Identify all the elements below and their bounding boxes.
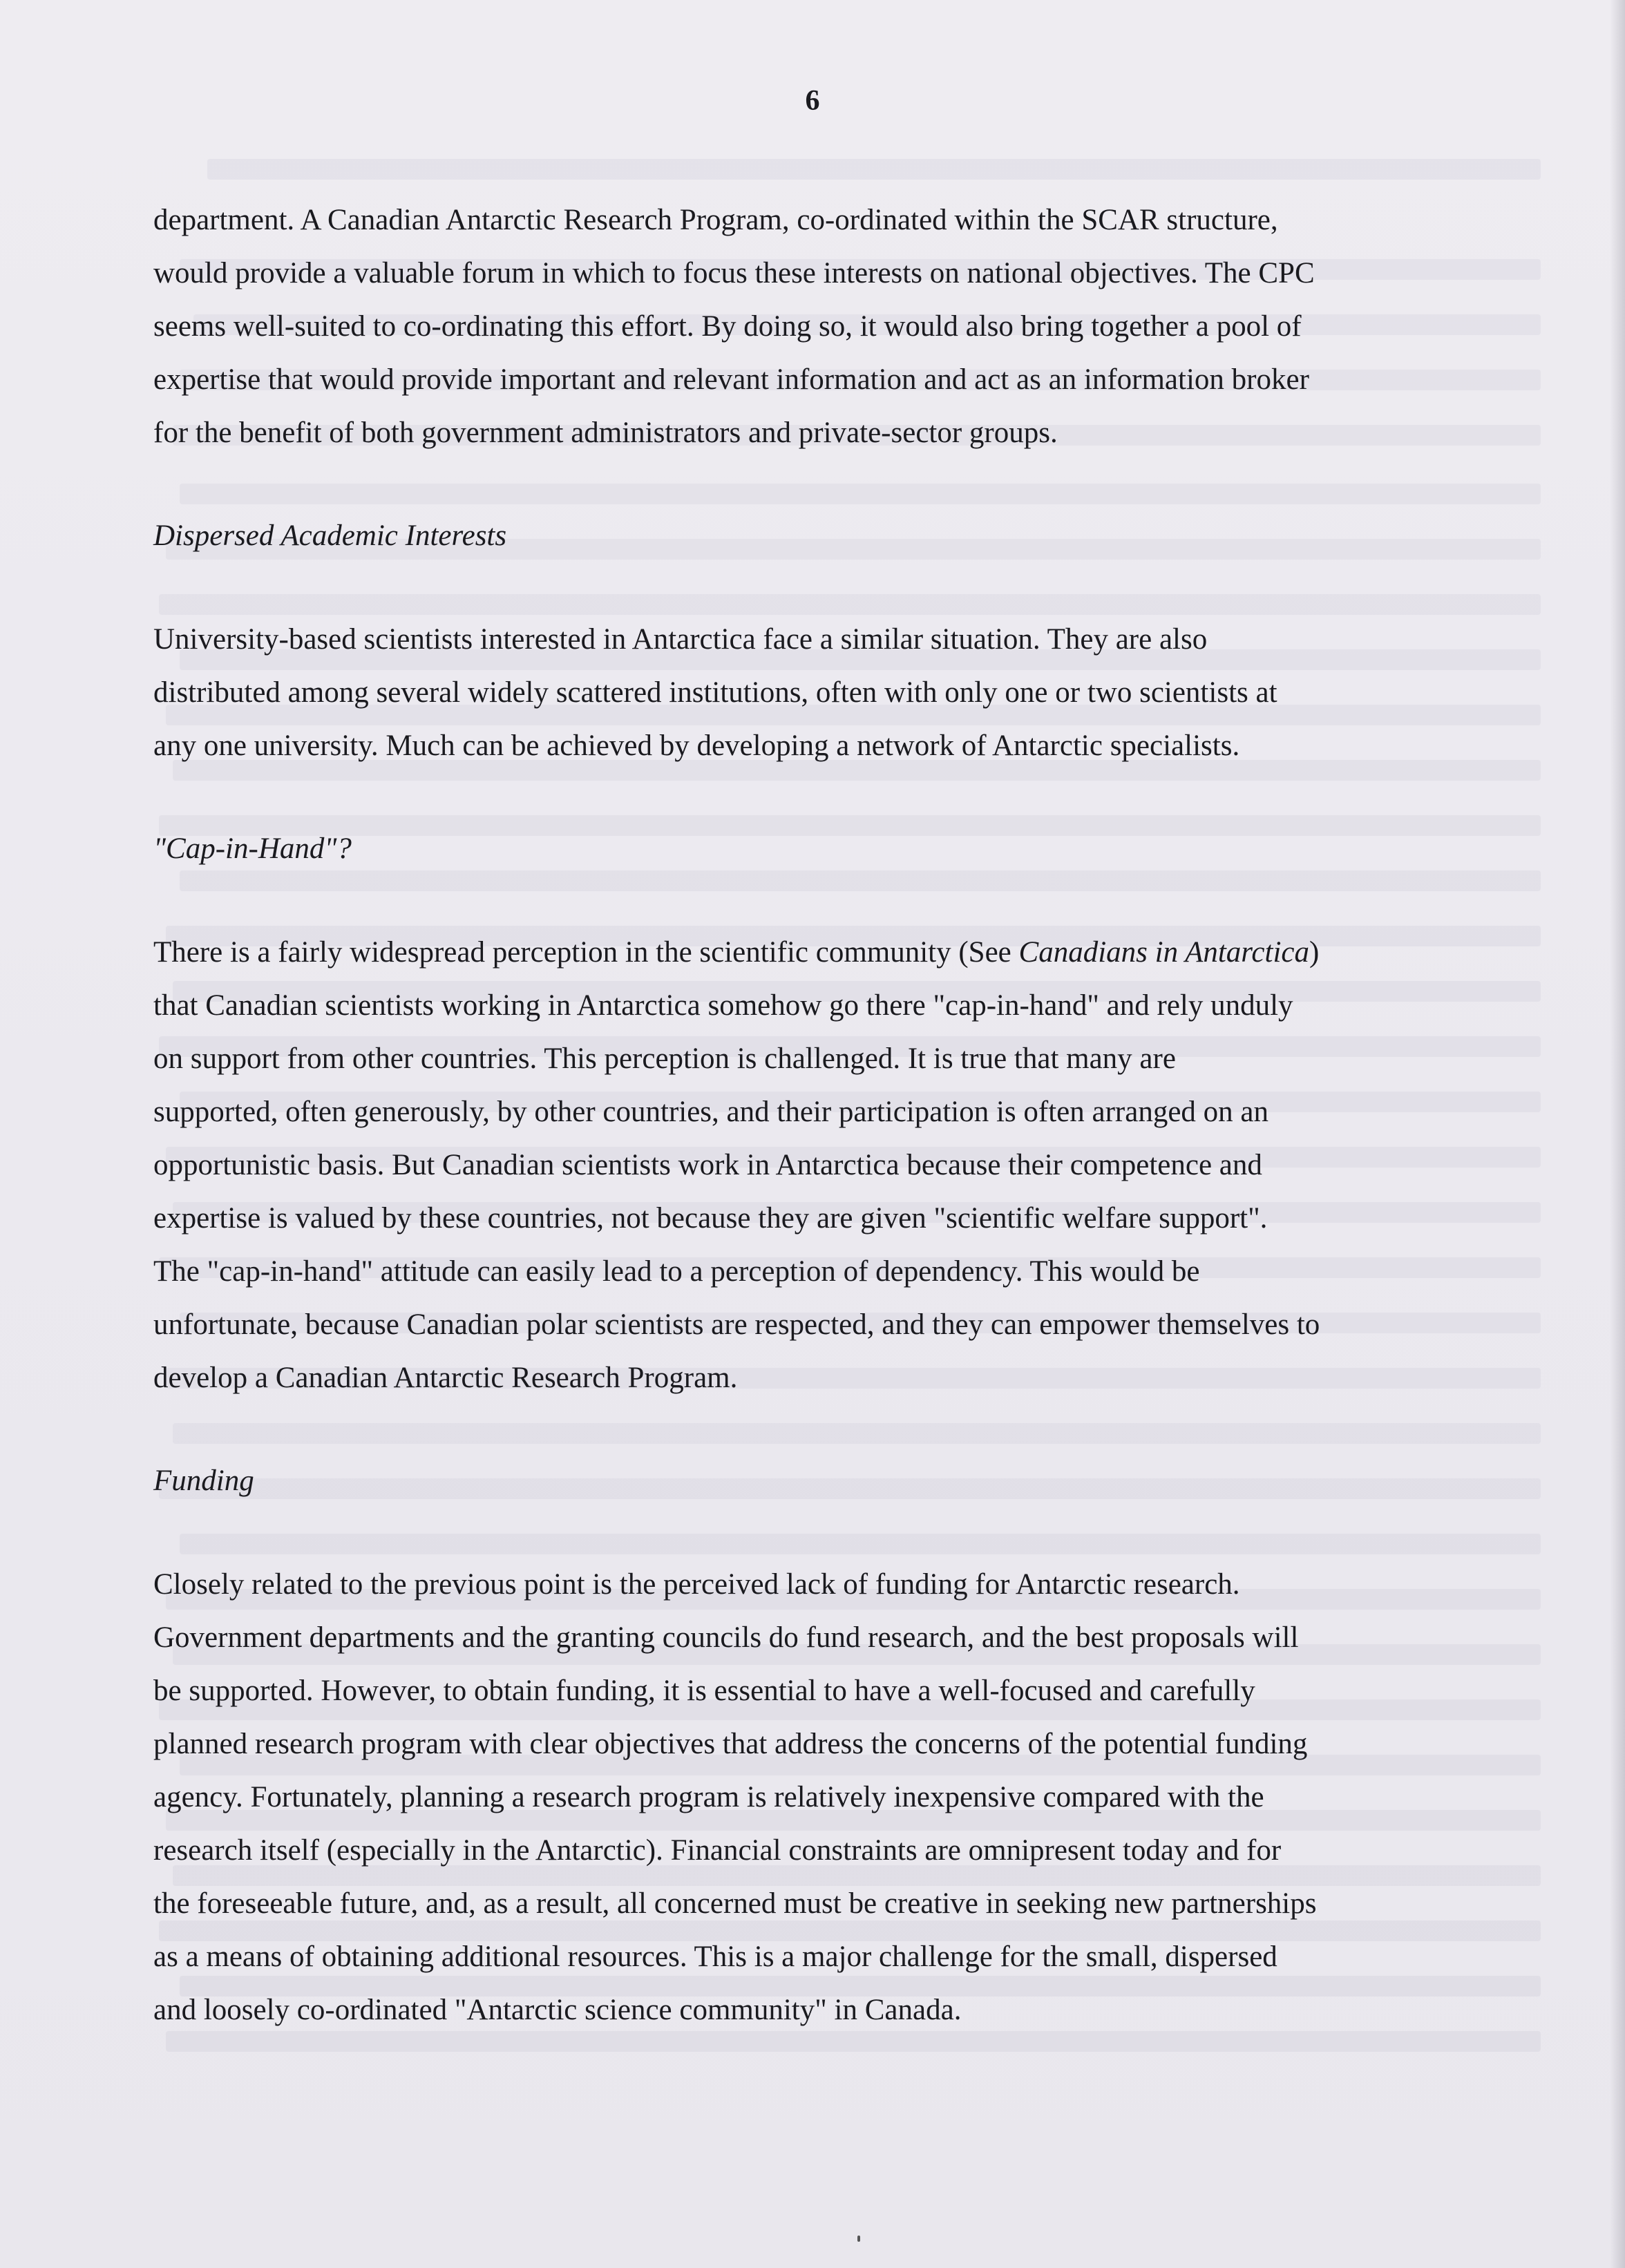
section-heading-dispersed-academic: Dispersed Academic Interests xyxy=(153,520,507,552)
text-line: opportunistic basis. But Canadian scientists work in Antarctica because their competence and xyxy=(153,1149,1262,1181)
paragraph-dispersed-academic xyxy=(153,613,1528,772)
section-heading-funding: Funding xyxy=(153,1465,254,1497)
paragraph-funding xyxy=(153,1558,1528,2037)
text-line: department. A Canadian Antarctic Research Program, co-ordinated within the SCAR structure, xyxy=(153,204,1278,236)
section-heading-cap-in-hand: "Cap-in-Hand"? xyxy=(153,832,352,865)
text-line: University-based scientists interested in Antarctica face a similar situation. They are also xyxy=(153,623,1208,656)
text-line: Government departments and the granting councils do fund research, and the best proposals will xyxy=(153,1621,1299,1654)
scan-mark xyxy=(857,2236,860,2242)
text-line: would provide a valuable forum in which to focus these interests on national objectives. The CPC xyxy=(153,257,1315,289)
text-line: be supported. However, to obtain funding, it is essential to have a well-focused and carefully xyxy=(153,1675,1255,1707)
text-line: any one university. Much can be achieved by developing a network of Antarctic specialists. xyxy=(153,730,1240,762)
text-line: develop a Canadian Antarctic Research Program. xyxy=(153,1362,738,1394)
text-fragment: There is a fairly widespread perception in the scientific community (See xyxy=(153,936,1019,969)
text-line: unfortunate, because Canadian polar scientists are respected, and they can empower themselves to xyxy=(153,1308,1320,1341)
text-line: seems well-suited to co-ordinating this effort. By doing so, it would also bring together a pool of xyxy=(153,310,1302,343)
text-line: as a means of obtaining additional resources. This is a major challenge for the small, dispersed xyxy=(153,1941,1277,1973)
text-line: for the benefit of both government administrators and private-sector groups. xyxy=(153,417,1058,449)
text-line: research itself (especially in the Antarctic). Financial constraints are omnipresent today and for xyxy=(153,1834,1282,1867)
text-line: and loosely co-ordinated "Antarctic science community" in Canada. xyxy=(153,1994,962,2026)
text-line: The "cap-in-hand" attitude can easily lead to a perception of dependency. This would be xyxy=(153,1255,1200,1288)
text-line: supported, often generously, by other countries, and their participation is often arranged on an xyxy=(153,1096,1268,1128)
page-edge-shadow xyxy=(1610,0,1625,2268)
paragraph-intro xyxy=(153,193,1528,459)
paragraph-cap-in-hand xyxy=(153,926,1528,1404)
text-line: planned research program with clear objectives that address the concerns of the potential funding xyxy=(153,1728,1308,1760)
text-line xyxy=(153,926,1528,979)
text-line: agency. Fortunately, planning a research program is relatively inexpensive compared with the xyxy=(153,1781,1264,1813)
text-line: Closely related to the previous point is the perceived lack of funding for Antarctic research. xyxy=(153,1568,1240,1601)
page-number: 6 xyxy=(805,85,820,117)
text-line: that Canadian scientists working in Antarctica somehow go there "cap-in-hand" and rely unduly xyxy=(153,989,1293,1022)
text-line: expertise that would provide important and relevant information and act as an information broker xyxy=(153,363,1309,396)
text-line: the foreseeable future, and, as a result, all concerned must be creative in seeking new partnerships xyxy=(153,1887,1317,1920)
text-line: distributed among several widely scattered institutions, often with only one or two scientists at xyxy=(153,676,1277,709)
text-line: on support from other countries. This perception is challenged. It is true that many are xyxy=(153,1042,1176,1075)
text-line: expertise is valued by these countries, not because they are given "scientific welfare support". xyxy=(153,1202,1268,1235)
text-fragment: ) xyxy=(1309,936,1320,969)
document-body xyxy=(153,193,1528,2037)
show-through-line xyxy=(207,159,1541,180)
citation-title: Canadians in Antarctica xyxy=(1018,936,1309,969)
